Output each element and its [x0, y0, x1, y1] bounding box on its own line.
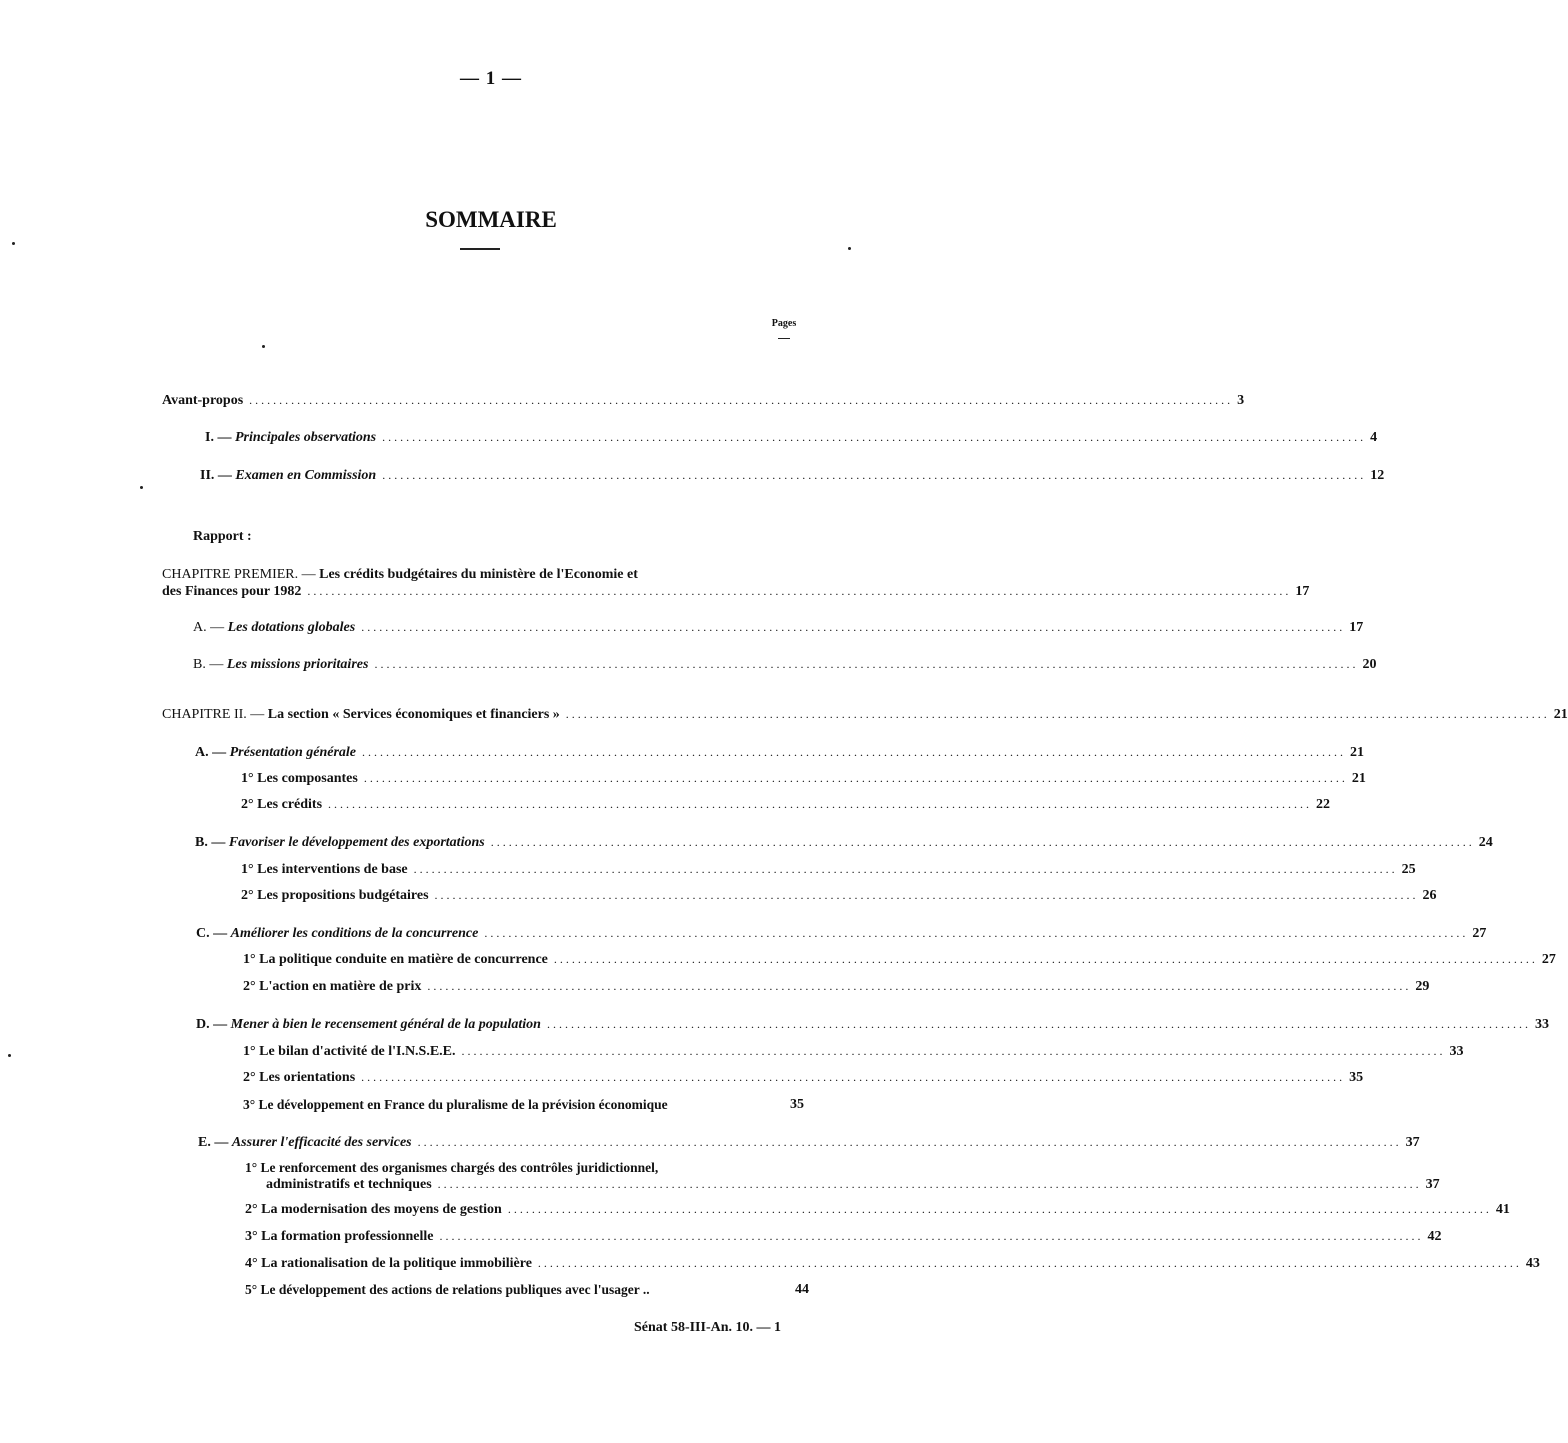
toc-page-number: 17 — [1349, 620, 1364, 635]
page-footer-reference: Sénat 58-III-An. 10. — 1 — [634, 1320, 782, 1335]
leader-dots: .................................................................................................................................................................... — [374, 657, 1359, 671]
toc-entry-label: Examen en Commission — [235, 468, 377, 483]
toc-entry-number: A. — — [193, 620, 225, 635]
toc-entry-number: 1° — [241, 862, 254, 877]
toc-entry-action-prix[interactable] — [243, 978, 1430, 995]
toc-entry-label: Avant-propos — [162, 393, 244, 408]
leader-dots: .................................................................................................................................................................... — [565, 707, 1550, 721]
leader-dots: .................................................................................................................................................................... — [382, 468, 1367, 482]
leader-dots: .................................................................................................................................................................... — [361, 1070, 1346, 1084]
toc-page-number: 21 — [1351, 771, 1366, 786]
leader-dots: .................................................................................................................................................................... — [307, 584, 1292, 598]
toc-entry-label: Les interventions de base — [257, 862, 408, 877]
pages-column-header: Pages — [771, 318, 797, 329]
toc-entry-concurrence[interactable] — [196, 925, 1487, 942]
toc-entry-modernisation-gestion[interactable] — [245, 1201, 1510, 1218]
leader-dots: .................................................................................................................................................................... — [484, 926, 1469, 940]
toc-entry-formation-professionnelle[interactable] — [245, 1228, 1442, 1245]
toc-entry-number: A. — — [195, 745, 227, 760]
toc-entry-number: 2° — [241, 797, 254, 812]
toc-entry-credits[interactable] — [241, 796, 1331, 813]
leader-dots: .................................................................................................................................................................... — [382, 430, 1367, 444]
toc-entry-label: Le développement en France du pluralisme de la prévision économique — [258, 1097, 668, 1112]
toc-page-number: 3 — [1237, 393, 1245, 408]
scan-speck — [848, 247, 851, 250]
toc-entry-propositions-budgetaires[interactable] — [241, 887, 1437, 904]
toc-page-number: 27 — [1541, 952, 1556, 967]
leader-dots: .................................................................................................................................................................... — [439, 1229, 1424, 1243]
toc-page-number: 37 — [1425, 1177, 1440, 1192]
toc-entry-label: La politique conduite en matière de concurrence — [259, 952, 548, 967]
leader-dots: .................................................................................................................................................................... — [434, 888, 1419, 902]
scan-speck — [262, 345, 265, 348]
toc-entry-number: 2° — [245, 1202, 258, 1217]
toc-page-number: 21 — [1553, 707, 1568, 722]
toc-entry-label: Les dotations globales — [227, 620, 356, 635]
toc-entry-number: 4° — [245, 1256, 258, 1271]
leader-dots: .................................................................................................................................................................... — [461, 1044, 1446, 1058]
leader-dots: .................................................................................................................................................................... — [362, 745, 1347, 759]
toc-entry-label: La section « Services économiques et financiers » — [267, 707, 560, 722]
toc-page-number: 17 — [1295, 584, 1310, 599]
toc-entry-label: Les crédits budgétaires du ministère de l'Economie et — [319, 567, 638, 582]
toc-page-number: 29 — [1415, 979, 1430, 994]
toc-entry-orientations[interactable] — [243, 1069, 1364, 1086]
toc-entry-renforcement-controles[interactable] — [245, 1159, 1440, 1193]
leader-dots: .................................................................................................................................................................... — [413, 862, 1398, 876]
toc-entry-examen-commission[interactable] — [200, 467, 1385, 484]
toc-entry-label: Principales observations — [234, 430, 377, 445]
leader-dots: .................................................................................................................................................................... — [361, 620, 1346, 634]
toc-entry-relations-publiques[interactable] — [245, 1281, 809, 1298]
toc-page-number: 43 — [1525, 1256, 1540, 1271]
scan-speck — [8, 1054, 11, 1057]
toc-page-number: 22 — [1316, 797, 1331, 812]
leader-dots: .................................................................................................................................................................... — [328, 797, 1313, 811]
toc-page-number: 25 — [1401, 862, 1416, 877]
leader-dots: .................................................................................................................................................................... — [490, 835, 1475, 849]
toc-entry-number: B. — — [195, 835, 226, 850]
toc-page-number: 33 — [1534, 1017, 1549, 1032]
toc-entry-label: Le renforcement des organismes chargés des contrôles juridictionnel, — [260, 1160, 659, 1175]
leader-dots: .................................................................................................................................................................... — [417, 1135, 1402, 1149]
toc-entry-politique-concurrence[interactable] — [243, 951, 1556, 968]
toc-entry-number: 1° — [243, 952, 256, 967]
toc-entry-missions-prioritaires[interactable] — [193, 656, 1377, 673]
toc-entry-number: 2° — [241, 888, 254, 903]
toc-entry-label: Les missions prioritaires — [226, 657, 369, 672]
leader-dots: .................................................................................................................................................................... — [553, 952, 1538, 966]
toc-entry-number: 3° — [243, 1097, 256, 1112]
toc-entry-label: Présentation générale — [229, 745, 357, 760]
toc-entry-label: Les composantes — [257, 771, 358, 786]
toc-entry-label: Les orientations — [259, 1070, 356, 1085]
toc-page-number: 24 — [1478, 835, 1493, 850]
toc-entry-chapitre-premier[interactable] — [162, 566, 1310, 600]
toc-entry-label: Les crédits — [257, 797, 323, 812]
leader-dots: .................................................................................................................................................................... — [537, 1256, 1522, 1270]
leader-dots: .................................................................................................................................................................... — [507, 1202, 1492, 1216]
toc-entry-label: Mener à bien le recensement général de la population — [230, 1017, 541, 1032]
toc-entry-number: 5° — [245, 1282, 258, 1297]
leader-dots: .................................................................................................................................................................... — [363, 771, 1348, 785]
toc-page-number: 44 — [795, 1282, 809, 1297]
toc-entry-label: L'action en matière de prix — [259, 979, 422, 994]
toc-entry-interventions-de-base[interactable] — [241, 861, 1416, 878]
toc-entry-number: 1° — [245, 1160, 258, 1175]
toc-entry-label: Le développement des actions de relations publiques avec l'usager .. — [260, 1282, 650, 1297]
toc-page-number: 21 — [1350, 745, 1365, 760]
chapter-number: CHAPITRE PREMIER. — — [162, 567, 316, 582]
toc-entry-number: E. — — [198, 1135, 229, 1150]
page-title: SOMMAIRE — [425, 207, 557, 232]
toc-page-number: 4 — [1370, 430, 1378, 445]
toc-entry-number: 3° — [245, 1229, 258, 1244]
leader-dots: .................................................................................................................................................................... — [546, 1017, 1531, 1031]
toc-entry-number: 1° — [241, 771, 254, 786]
toc-page-number: 26 — [1422, 888, 1437, 903]
toc-entry-recensement[interactable] — [196, 1016, 1549, 1033]
toc-page-number: 35 — [1349, 1070, 1364, 1085]
toc-entry-label: La modernisation des moyens de gestion — [261, 1202, 502, 1217]
toc-entry-number: I. — — [205, 430, 232, 445]
title-underline — [460, 248, 500, 250]
pages-header-underline — [778, 338, 790, 339]
toc-page-number: 12 — [1370, 468, 1385, 483]
toc-entry-exportations[interactable] — [195, 834, 1493, 851]
toc-entry-label: Assurer l'efficacité des services — [231, 1135, 412, 1150]
toc-page-number: 42 — [1427, 1229, 1442, 1244]
toc-page-number: 33 — [1449, 1044, 1464, 1059]
toc-entry-label: Améliorer les conditions de la concurrence — [230, 926, 479, 941]
toc-page-number: 20 — [1362, 657, 1377, 672]
toc-entry-principales-observations[interactable] — [205, 429, 1378, 446]
scan-speck — [140, 486, 143, 489]
scan-speck — [12, 242, 15, 245]
toc-entry-pluralisme-prevision[interactable] — [243, 1096, 804, 1113]
toc-entry-number: D. — — [196, 1017, 228, 1032]
section-heading-rapport: Rapport : — [193, 529, 252, 544]
toc-entry-presentation-generale[interactable] — [195, 744, 1365, 761]
toc-entry-label-continued: des Finances pour 1982 — [162, 584, 302, 599]
toc-entry-label: La rationalisation de la politique immobilière — [261, 1256, 532, 1271]
toc-entry-label: La formation professionnelle — [261, 1229, 434, 1244]
toc-entry-chapitre-ii[interactable] — [162, 706, 1568, 723]
leader-dots: .................................................................................................................................................................... — [437, 1177, 1422, 1191]
toc-entry-politique-immobiliere[interactable] — [245, 1255, 1540, 1272]
leader-dots: .................................................................................................................................................................... — [249, 393, 1234, 407]
toc-entry-avant-propos[interactable] — [162, 392, 1245, 409]
toc-entry-number: 2° — [243, 1070, 256, 1085]
toc-entry-dotations-globales[interactable] — [193, 619, 1364, 636]
toc-page-number: 35 — [790, 1097, 804, 1112]
toc-entry-number: B. — — [193, 657, 224, 672]
toc-entry-composantes[interactable] — [241, 770, 1366, 787]
toc-entry-label: Le bilan d'activité de l'I.N.S.E.E. — [259, 1044, 456, 1059]
toc-entry-bilan-insee[interactable] — [243, 1043, 1464, 1060]
toc-entry-number: 1° — [243, 1044, 256, 1059]
toc-entry-label-continued: administratifs et techniques — [266, 1177, 432, 1192]
leader-dots: .................................................................................................................................................................... — [427, 979, 1412, 993]
toc-entry-number: II. — — [200, 468, 232, 483]
toc-page-number: 27 — [1472, 926, 1487, 941]
toc-entry-label: Favoriser le développement des exportations — [228, 835, 485, 850]
toc-page-number: 41 — [1495, 1202, 1510, 1217]
toc-entry-number: 2° — [243, 979, 256, 994]
toc-entry-efficacite-services[interactable] — [198, 1134, 1420, 1151]
toc-page-number: 37 — [1405, 1135, 1420, 1150]
chapter-number: CHAPITRE II. — — [162, 707, 265, 722]
toc-entry-number: C. — — [196, 926, 228, 941]
page-number: — 1 — — [460, 68, 522, 89]
toc-entry-label: Les propositions budgétaires — [257, 888, 429, 903]
